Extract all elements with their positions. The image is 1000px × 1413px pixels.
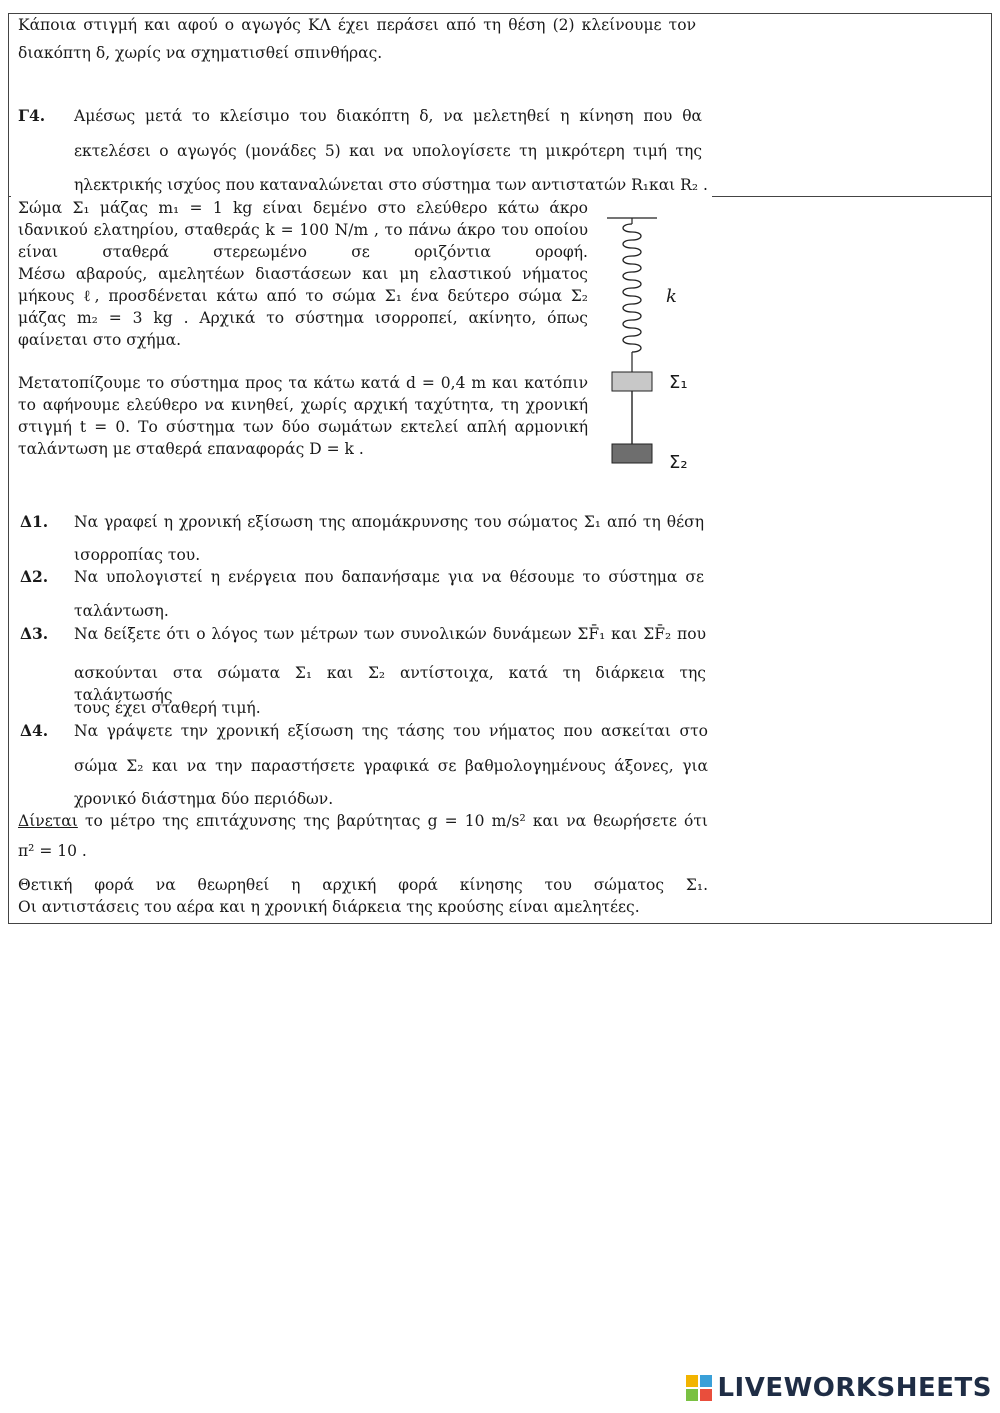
d1-line-2: ισορροπίας του. (74, 546, 201, 564)
p2-line: το αφήνουμε ελεύθερο να κινηθεί, χωρίς αρχική ταχύτητα, τη χρονική (18, 396, 588, 414)
section-divider-right (712, 196, 992, 197)
p2-line: στιγμή t = 0. Το σύστημα των δύο σωμάτων εκτελεί απλή αρμονική (18, 418, 588, 436)
spring-mass-figure (595, 210, 705, 475)
left-border (8, 13, 9, 924)
given-line-1-rest: το μέτρο της επιτάχυνσης της βαρύτητας g = 10 m/s² και να θεωρήσετε ότι (77, 812, 708, 830)
p2-line: ταλάντωση με σταθερά επαναφοράς D = k . (18, 440, 364, 458)
body-sigma1 (612, 372, 652, 391)
d2-line-2: ταλάντωση. (74, 602, 169, 620)
given-word: Δίνεται (18, 812, 78, 830)
given-line-3: Θετική φορά να θεωρηθεί η αρχική φορά κίνησης του σώματος Σ₁. (18, 876, 708, 894)
p1-line: είναι σταθερά στερεωμένο σε οριζόντια οροφή. (18, 243, 588, 261)
right-border (991, 13, 992, 924)
intro-line-2: διακόπτη δ, χωρίς να σχηματισθεί σπινθήρας. (18, 44, 383, 62)
body-sigma2 (612, 444, 652, 463)
d1-line-1: Να γραφεί η χρονική εξίσωση της απομάκρυνσης του σώματος Σ₁ από τη θέση (74, 513, 704, 531)
p1-line: μάζας m₂ = 3 kg . Αρχικά το σύστημα ισορροπεί, ακίνητο, όπως (18, 309, 588, 327)
logo-mark-icon (685, 1374, 713, 1402)
spring-label: k (666, 286, 677, 307)
given-line-2: π² = 10 . (18, 842, 87, 860)
d3-line-3: τους έχει σταθερή τιμή. (74, 699, 261, 717)
d3-label: Δ3. (20, 624, 49, 643)
d2-line-1: Να υπολογιστεί η ενέργεια που δαπανήσαμε για να θέσουμε το σύστημα σε (74, 568, 704, 586)
problem-paragraph-1 (18, 197, 588, 351)
given-line-1 (18, 810, 708, 832)
p1-line: ιδανικού ελατηρίου, σταθεράς k = 100 N/m , το πάνω άκρο του οποίου (18, 221, 588, 239)
logo-text: LIVEWORKSHEETS (717, 1373, 992, 1403)
given-line-4: Οι αντιστάσεις του αέρα και η χρονική διάρκεια της κρούσης είναι αμελητέες. (18, 898, 640, 916)
g4-line-2: εκτελέσει ο αγωγός (μονάδες 5) και να υπολογίσετε τη μικρότερη τιμή της (74, 142, 702, 160)
bottom-border (8, 923, 992, 924)
d1-label: Δ1. (20, 512, 49, 531)
g4-line-1: Αμέσως μετά το κλείσιμο του διακόπτη δ, να μελετηθεί η κίνηση που θα (74, 107, 702, 125)
d4-line-3: χρονικό διάστημα δύο περιόδων. (74, 790, 334, 808)
d3-line-2: ασκούνται στα σώματα Σ₁ και Σ₂ αντίστοιχα, κατά τη διάρκεια της ταλάντωσής (74, 664, 706, 704)
body1-label: Σ₁ (669, 372, 688, 393)
g4-label: Γ4. (18, 106, 46, 125)
problem-paragraph-2 (18, 372, 588, 460)
p1-line: μήκους ℓ, προσδένεται κάτω από το σώμα Σ₁ ένα δεύτερο σώμα Σ₂ (18, 287, 588, 305)
d3-line-1: Να δείξετε ότι ο λόγος των μέτρων των συνολικών δυνάμεων ΣF̄₁ και ΣF̄₂ που (74, 625, 706, 643)
p2-line: Μετατοπίζουμε το σύστημα προς τα κάτω κατά d = 0,4 m και κατόπιν (18, 374, 588, 392)
g4-line-3: ηλεκτρικής ισχύος που καταναλώνεται στο σύστημα των αντιστατών R₁και R₂ . (74, 176, 708, 194)
p1-line: Μέσω αβαρούς, αμελητέων διαστάσεων και μη ελαστικού νήματος (18, 265, 588, 283)
p1-line: Σώμα Σ₁ μάζας m₁ = 1 kg είναι δεμένο στο ελεύθερο κάτω άκρο (18, 199, 588, 217)
d4-line-1: Να γράψετε την χρονική εξίσωση της τάσης του νήματος που ασκείται στο (74, 722, 708, 740)
body2-label: Σ₂ (669, 452, 688, 473)
liveworksheets-logo (685, 1373, 992, 1403)
d4-label: Δ4. (20, 721, 49, 740)
intro-line-1: Κάποια στιγμή και αφού ο αγωγός ΚΛ έχει περάσει από τη θέση (2) κλείνουμε τον (18, 16, 696, 34)
section-divider-left (8, 196, 11, 197)
p1-line: φαίνεται στο σχήμα. (18, 331, 182, 349)
spring-coil (623, 224, 641, 352)
d2-label: Δ2. (20, 567, 49, 586)
d4-line-2: σώμα Σ₂ και να την παραστήσετε γραφικά σε βαθμολογημένους άξονες, για (74, 757, 708, 775)
